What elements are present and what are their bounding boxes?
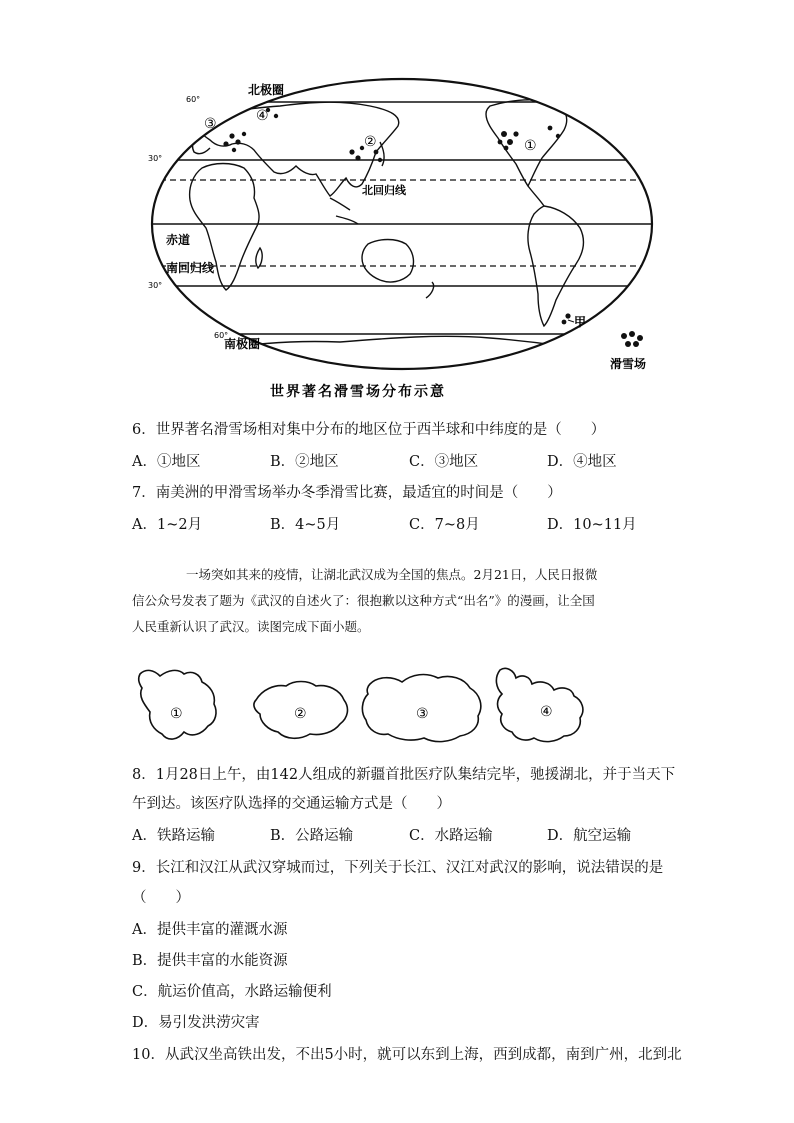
question-9-stem-line-1: 9．长江和汉江从武汉穿城而过，下列关于长江、汉江对武汉的影响，说法错误的是 <box>132 860 664 876</box>
question-9-option-c: C．航运价值高，水路运输便利 <box>132 984 332 1000</box>
legend-symbol <box>621 331 643 347</box>
question-8-option-a: A．铁路运输 <box>132 828 215 844</box>
province-3-label: ③ <box>416 706 429 722</box>
antarctic-circle-label: 南极圈 <box>224 337 261 351</box>
question-6-option-a: A．①地区 <box>132 454 201 470</box>
passage <box>132 562 672 640</box>
equator-label: 赤道 <box>166 233 191 247</box>
province-1-label: ① <box>170 706 183 722</box>
tropic-cancer-label: 北回归线 <box>362 184 406 197</box>
question-8-stem-line-1: 8．1月28日上午，由142人组成的新疆首批医疗队集结完毕，驰援湖北，并于当天下 <box>132 767 676 783</box>
province-1-shape <box>139 670 216 739</box>
question-6-option-b: B．②地区 <box>270 454 339 470</box>
region-2-label: ② <box>364 134 377 150</box>
question-10-stem-line-1: 10．从武汉坐高铁出发，不出5小时，就可以东到上海，西到成都，南到广州，北到北 <box>132 1047 682 1063</box>
map-title: 世界著名滑雪场分布示意 <box>270 384 446 400</box>
region-1-label: ① <box>524 138 537 154</box>
region-3-label: ③ <box>204 116 217 132</box>
question-7-option-a: A．1~2月 <box>132 517 203 533</box>
question-7-option-c: C．7~8月 <box>409 517 480 533</box>
question-9-option-d: D．易引发洪涝灾害 <box>132 1015 260 1031</box>
deg-30s-label: 30° <box>148 281 163 290</box>
passage-line-3: 人民重新认识了武汉。读图完成下面小题。 <box>132 619 370 634</box>
question-9-stem-line-2: （ ） <box>132 890 190 906</box>
question-6-stem: 6．世界著名滑雪场相对集中分布的地区位于西半球和中纬度的是（ ） <box>132 422 606 438</box>
question-9-option-b: B．提供丰富的水能资源 <box>132 953 288 969</box>
question-6-option-c: C．③地区 <box>409 454 479 470</box>
province-shapes <box>130 660 660 750</box>
passage-line-2: 信公众号发表了题为《武汉的自述火了：很抱歉以这种方式“出名”》的漫画，让全国 <box>132 593 595 608</box>
question-9-option-a: A．提供丰富的灌溉水源 <box>132 922 288 938</box>
question-8-stem-line-2: 午到达。该医疗队选择的交通运输方式是（ ） <box>132 796 451 812</box>
deg-60n-label: 60° <box>186 95 201 104</box>
jia-label: 甲 <box>574 315 587 329</box>
arctic-circle-label: 北极圈 <box>248 83 285 97</box>
deg-30n-label: 30° <box>148 154 163 163</box>
passage-line-1: 一场突如其来的疫情，让湖北武汉成为全国的焦点。2月21日，人民日报微 <box>186 567 598 582</box>
tropic-capricorn-label: 南回归线 <box>166 261 215 275</box>
region-4-label: ④ <box>256 108 269 124</box>
world-ski-map <box>140 72 660 412</box>
question-7-option-d: D．10~11月 <box>547 517 637 533</box>
legend-label: 滑雪场 <box>610 357 647 371</box>
province-2-label: ② <box>294 706 307 722</box>
province-4-label: ④ <box>540 704 553 720</box>
question-8-option-d: D．航空运输 <box>547 828 632 844</box>
question-8-option-c: C．水路运输 <box>409 828 493 844</box>
question-7-stem: 7．南美洲的甲滑雪场举办冬季滑雪比赛，最适宜的时间是（ ） <box>132 485 562 501</box>
question-7-option-b: B．4~5月 <box>270 517 341 533</box>
deg-60s-label: 60° <box>214 331 229 340</box>
question-8-option-b: B．公路运输 <box>270 828 354 844</box>
question-6-option-d: D．④地区 <box>547 454 617 470</box>
